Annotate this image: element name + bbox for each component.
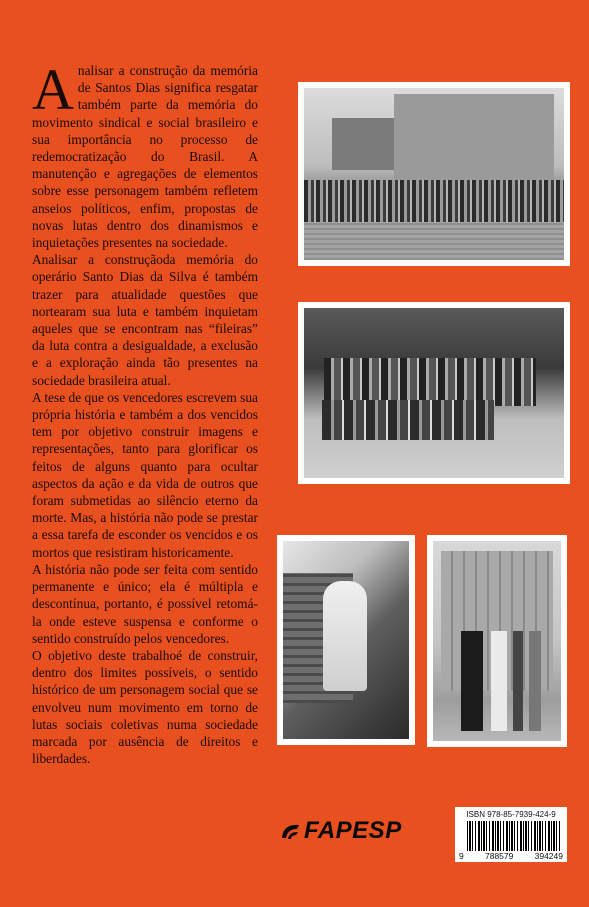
back-cover-text [32,57,258,767]
paragraph-4: A história não pode ser feita com sentido permanente e único; ela é múltipla e descontínua, portanto, é possível retomá-la onde esteve suspensa e conforme o sentido construído pelos vencedores. [32,561,258,646]
football-team-photo [298,302,570,484]
fapesp-logo [279,817,402,845]
barcode-digits [459,851,563,861]
paragraph-1-text: nalisar a construção da memória de Santos Dias significa resgatar também parte da memória do movimento sindical e social brasileiro e sua importância no processo de redemocratização do Brasil. A manutenção e agregações de elementos sobre esse personagem também refletem anseios políticos, enfim, propostas de novas lutas dentro dos dinamismos e inquietações presentes na sociedade. [32,63,258,251]
barcode-digits-right: 394249 [534,851,563,861]
fapesp-logo-text: FAPESP [304,817,402,844]
church-family-photo [427,535,567,747]
isbn-barcode [455,807,567,862]
worker-photo [277,535,415,745]
barcode-bars [467,821,561,851]
fapesp-logo-icon [279,820,301,842]
paragraph-3: A tese de que os vencedores escrevem sua própria história e também a dos vencidos tem por objetivo construir imagens e representações, tanto para glorificar os feitos de alguns quanto para ocultar aspectos da ação e da vida de outros que foram submetidas ao silêncio eterno da morte. Mas, a história não pode se prestar a essa tarefa de esconder os vencidos e os mortos que resistiram historicamente. [32,389,258,560]
paragraph-5: O objetivo deste trabalhoé de construir, dentro dos limites possíveis, o sentido histórico de um personagem social que se envolveu num movimento em torno de lutas sociais coletivas numa sociedade marcada por ausência de direitos e liberdades. [32,647,258,767]
paragraph-1 [32,57,258,251]
barcode-digit-left: 9 [459,851,464,861]
paragraph-2: Analisar a construçãoda memória do operário Santo Dias da Silva é também trazer para atualidade questões que nortearam sua luta e também inquietam aqueles que se encontram nas “fileiras” da luta contra a desigualdade, a exclusão e a exploração ainda tão presentes na sociedade brasileira atual. [32,252,258,388]
drop-cap: A [32,57,74,122]
factory-crowd-photo [298,82,570,266]
isbn-label: ISBN 978-85-7939-424-9 [466,810,556,819]
barcode-digits-mid: 788579 [484,851,514,861]
